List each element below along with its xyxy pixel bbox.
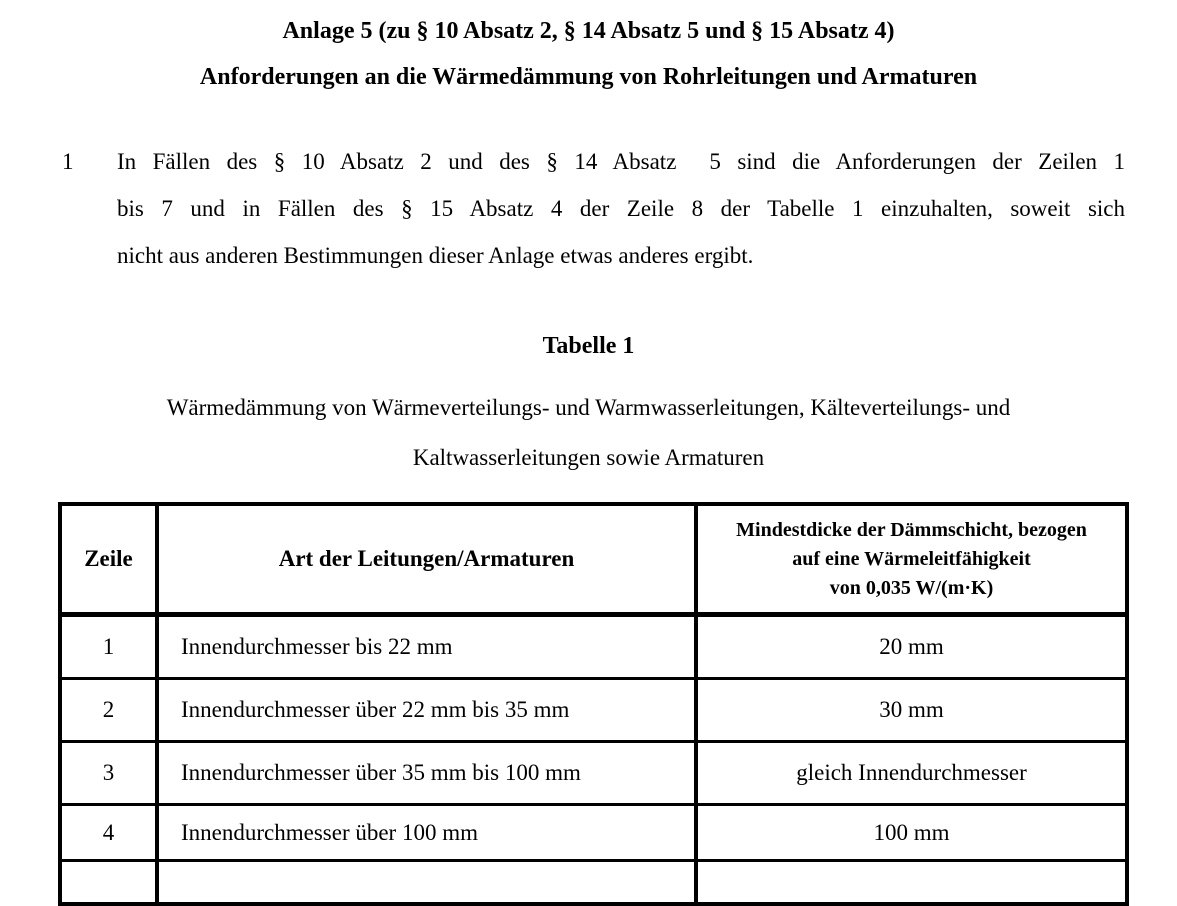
cell-dicke: gleich Innendurchmesser — [696, 742, 1127, 805]
table-caption-line2: Kaltwasserleitungen sowie Armaturen — [412, 445, 765, 470]
header-zeile: Zeile — [60, 504, 157, 615]
cell-dicke — [696, 861, 1127, 905]
header-mindestdicke-line1: Mindestdicke der Dämmschicht, bezogen — [736, 518, 1087, 541]
header-mindestdicke — [696, 504, 1127, 615]
table-caption-line1: Wärmedämmung von Wärmeverteilungs- und Warmwasserleitungen, Kälteverteilungs- und — [166, 395, 1011, 420]
paragraph-line: bis 7 und in Fällen des § 15 Absatz 4 der Zeile 8 der Tabelle 1 einzuhalten, soweit sich — [117, 196, 1125, 221]
header-mindestdicke-line3: von 0,035 W/(m·K) — [829, 576, 994, 599]
table-heading: Tabelle 1 — [542, 333, 635, 359]
cell-dicke: 20 mm — [696, 615, 1127, 679]
table-row — [60, 805, 1127, 861]
doc-title-line1: Anlage 5 (zu § 10 Absatz 2, § 14 Absatz 5 und § 15 Absatz 4) — [282, 18, 895, 44]
cell-dicke: 30 mm — [696, 679, 1127, 742]
table-row — [60, 742, 1127, 805]
cell-dicke: 100 mm — [696, 805, 1127, 861]
table-header-row — [60, 504, 1127, 615]
table-row-partial — [60, 861, 1127, 905]
cell-art: Innendurchmesser bis 22 mm — [157, 615, 696, 679]
cell-zeile — [60, 861, 157, 905]
cell-zeile: 3 — [60, 742, 157, 805]
paragraph-line: nicht aus anderen Bestimmungen dieser Anlage etwas anderes ergibt. — [117, 243, 754, 268]
paragraph-line: In Fällen des § 10 Absatz 2 und des § 14 Absatz 5 sind die Anforderungen der Zeilen 1 — [117, 149, 1125, 174]
paragraph-1 — [62, 138, 1125, 279]
cell-zeile: 4 — [60, 805, 157, 861]
table-row — [60, 679, 1127, 742]
table-row — [60, 615, 1127, 679]
header-art: Art der Leitungen/Armaturen — [157, 504, 696, 615]
cell-art: Innendurchmesser über 22 mm bis 35 mm — [157, 679, 696, 742]
insulation-table — [58, 502, 1129, 906]
cell-art: Innendurchmesser über 100 mm — [157, 805, 696, 861]
doc-title-line2: Anforderungen an die Wärmedämmung von Rohrleitungen und Armaturen — [199, 64, 978, 90]
paragraph-text — [117, 138, 1125, 279]
header-mindestdicke-line2: auf eine Wärmeleitfähigkeit — [792, 547, 1031, 570]
cell-zeile: 2 — [60, 679, 157, 742]
cell-art — [157, 861, 696, 905]
cell-art: Innendurchmesser über 35 mm bis 100 mm — [157, 742, 696, 805]
paragraph-number: 1 — [62, 149, 74, 174]
table-caption — [0, 383, 1177, 483]
cell-zeile: 1 — [60, 615, 157, 679]
